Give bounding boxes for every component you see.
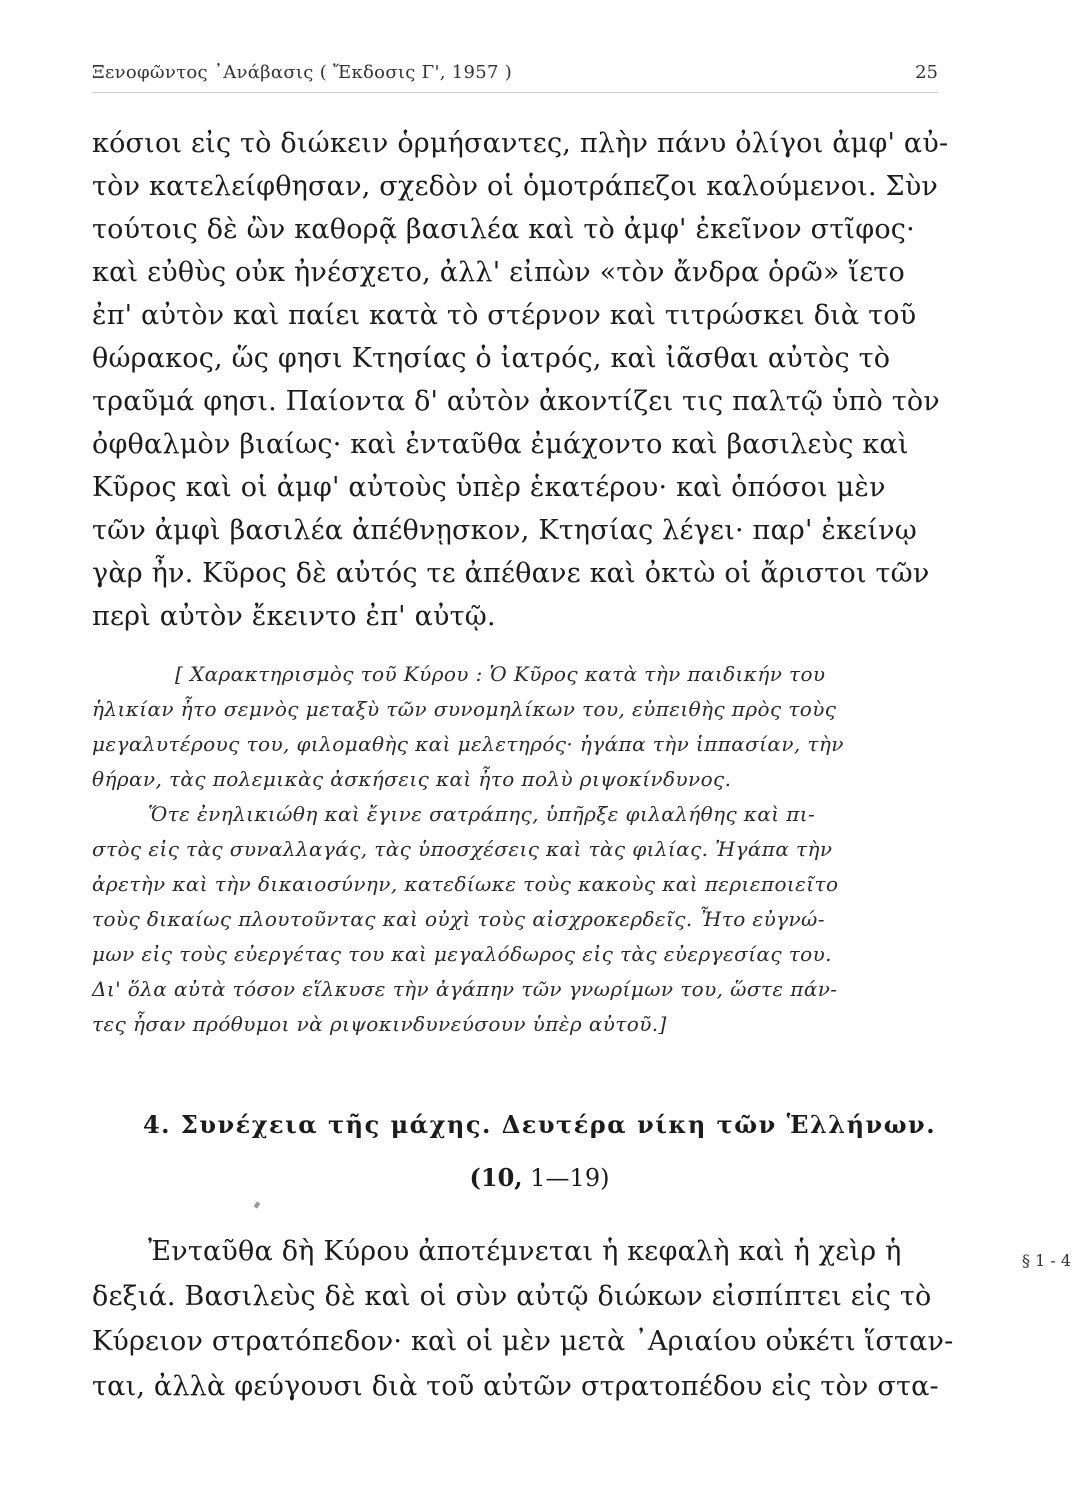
text-line: γὰρ ἦν. Κῦρος δὲ αὐτός τε ἀπέθανε καὶ ὀκτὼ οἱ ἄριστοι τῶν [92,558,930,589]
text-line: ἐπ' αὐτὸν καὶ παίει κατὰ τὸ στέρνον καὶ τιτρώσκει διὰ τοῦ [92,300,917,331]
commentary-line: [ Χαρακτηρισμὸς τοῦ Κύρου : Ὁ Κῦρος κατὰ τὴν παιδικήν του [175,662,826,686]
text-line: τῶν ἀμφὶ βασιλέα ἀπέθνῃσκον, Κτησίας λέγει· παρ' ἐκείνῳ [92,515,917,546]
commentary-line: ἡλικίαν ἦτο σεμνὸς μεταξὺ τῶν συνομηλίκων του, εὐπειθὴς πρὸς τοὺς [92,697,837,721]
text-line: ὀφθαλμὸν βιαίως· καὶ ἐνταῦθα ἐμάχοντο καὶ βασιλεὺς καὶ [92,429,909,460]
ink-speck [254,1201,261,1208]
section-reference-range: 1—19) [530,1164,610,1192]
commentary-line: μων εἰς τοὺς εὐεργέτας του καὶ μεγαλόδωρος εἰς τὰς εὐεργεσίας του. [92,942,832,966]
text-line: ται, ἀλλὰ φεύγουσι διὰ τοῦ αὐτῶν στρατοπέδου εἰς τὸν στα- [92,1371,939,1402]
text-line: καὶ εὐθὺς οὐκ ἠνέσχετο, ἀλλ' εἰπὼν «τὸν ἄνδρα ὁρῶ» ἵετο [92,257,905,288]
page-number: 25 [915,62,938,83]
commentary-line: Δι' ὅλα αὐτὰ τόσον εἵλκυσε τὴν ἀγάπην τῶν γνωρίμων του, ὥστε πάν- [92,977,838,1001]
text-line: περὶ αὐτὸν ἔκειντο ἐπ' αὐτῷ. [92,601,496,632]
commentary-line: Ὅτε ἐνηλικιώθη καὶ ἔγινε σατράπης, ὑπῆρξε φιλαλήθης καὶ πι- [148,802,816,826]
text-line: τὸν κατελείφθησαν, σχεδὸν οἱ ὁμοτράπεζοι καλούμενοι. Σὺν [92,171,939,202]
running-header [92,62,938,93]
commentary-line: τες ἦσαν πρόθυμοι νὰ ριψοκινδυνεύσουν ὑπὲρ αὐτοῦ.] [92,1012,667,1036]
text-line: Κῦρος καὶ οἱ ἀμφ' αὐτοὺς ὑπὲρ ἑκατέρου· καὶ ὁπόσοι μὲν [92,472,886,503]
text-line: θώρακος, ὥς φησι Κτησίας ὁ ἰατρός, καὶ ἰᾶσθαι αὐτὸς τὸ [92,343,891,374]
text-line: κόσιοι εἰς τὸ διώκειν ὁρμήσαντες, πλὴν πάνυ ὀλίγοι ἀμφ' αὐ- [92,128,949,159]
commentary-line: θήραν, τὰς πολεμικὰς ἀσκήσεις καὶ ἦτο πολὺ ριψοκίνδυνος. [92,767,732,791]
running-title: Ξενοφῶντος ᾿Ανάβασις ( Ἔκδοσις Γ', 1957 ) [92,62,513,83]
section-reference [0,1163,1079,1192]
section-reference-number: (10, [469,1163,523,1192]
margin-section-ref: § 1 - 4 [1022,1251,1072,1270]
text-line: Ἐνταῦθα δὴ Κύρου ἀποτέμνεται ἡ κεφαλὴ καὶ ἡ χεὶρ ἡ [148,1236,902,1267]
commentary-line: ἀρετὴν καὶ τὴν δικαιοσύνην, κατεδίωκε τοὺς κακοὺς καὶ περιεποιεῖτο [92,872,839,896]
commentary-line: στὸς εἰς τὰς συναλλαγάς, τὰς ὑποσχέσεις καὶ τὰς φιλίας. Ἠγάπα τὴν [92,837,833,861]
text-line: δεξιά. Βασιλεὺς δὲ καὶ οἱ σὺν αὐτῷ διώκων εἰσπίπτει εἰς τὸ [92,1281,932,1312]
commentary-line: τοὺς δικαίως πλουτοῦντας καὶ οὐχὶ τοὺς αἰσχροκερδεῖς. Ἦτο εὐγνώ- [92,907,825,931]
section-heading: 4. Συνέχεια τῆς μάχης. Δευτέρα νίκη τῶν Ἑλλήνων. [142,1110,937,1139]
commentary-line: μεγαλυτέρους του, φιλομαθὴς καὶ μελετηρός· ἠγάπα τὴν ἱππασίαν, τὴν [92,732,844,756]
text-line: τούτοις δὲ ὢν καθορᾷ βασιλέα καὶ τὸ ἀμφ' ἐκεῖνον στῖφος· [92,214,915,245]
text-line: τραῦμά φησι. Παίοντα δ' αὐτὸν ἀκοντίζει τις παλτῷ ὑπὸ τὸν [92,386,940,417]
text-line: Κύρειον στρατόπεδον· καὶ οἱ μὲν μετὰ ᾿Αριαίου οὐκέτι ἵσταν- [92,1326,954,1357]
